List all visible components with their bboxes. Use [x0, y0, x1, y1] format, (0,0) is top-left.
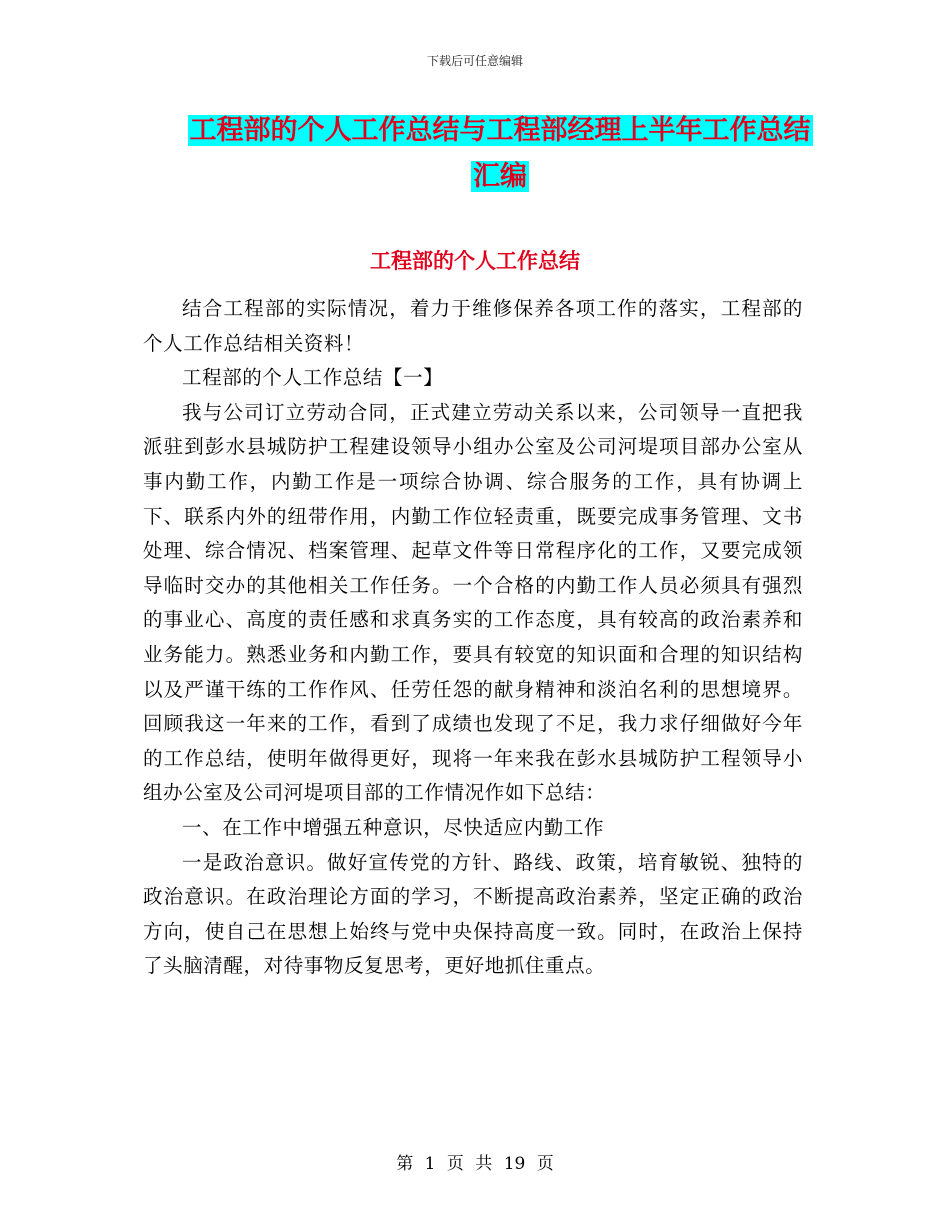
paragraph-point-heading: 一、在工作中增强五种意识，尽快适应内勤工作 [182, 815, 605, 839]
document-title-line-2: 汇编 [473, 161, 527, 192]
paragraph-main: 我与公司订立劳动合同，正式建立劳动关系以来，公司领导一直把我派驻到彭水县城防护工程建设领导小组办公室及公司河堤项目部办公室从事内勤工作，内勤工作是一项综合协调、综合服务的工作，具有协调上下、联系内外的纽带作用，内勤工作位轻责重，既要完成事务管理、文书处理、综合情况、档案管理、起草文件等日常程序化的工作，又要完成领导临时交办的其他相关工作任务。一个合格的内勤工作人员必须具有强烈的事业心、高度的责任感和求真务实的工作态度，具有较高的政治素养和业务能力。熟悉业务和内勤工作，要具有较宽的知识面和合理的知识结构以及严谨干练的工作作风、任劳任怨的献身精神和淡泊名利的思想境界。回顾我这一年来的工作，看到了成绩也发现了不足，我力求仔细做好今年的工作总结，使明年做得更好，现将一年来我在彭水县城防护工程领导小组办公室及公司河堤项目部的工作情况作如下总结： [143, 400, 803, 805]
paragraph-subheading: 工程部的个人工作总结【一】 [182, 366, 444, 390]
document-body [143, 292, 803, 984]
section-title: 工程部的个人工作总结 [370, 249, 580, 273]
paragraph-intro: 结合工程部的实际情况，着力于维修保养各项工作的落实，工程部的个人工作总结相关资料！ [143, 297, 803, 355]
page-footer: 第 1 页 共 19 页 [396, 1154, 554, 1174]
paragraph-political-awareness: 一是政治意识。做好宣传党的方针、路线、政策，培育敏锐、独特的政治意识。在政治理论方面的学习，不断提高政治素养，坚定正确的政治方向，使自己在思想上始终与党中央保持高度一致。同时，在政治上保持了头脑清醒，对待事物反复思考，更好地抓住重点。 [143, 850, 803, 978]
document-title-line-1: 工程部的个人工作总结与工程部经理上半年工作总结 [189, 115, 811, 146]
document-title [140, 108, 860, 200]
header-note: 下载后可任意编辑 [426, 54, 523, 68]
